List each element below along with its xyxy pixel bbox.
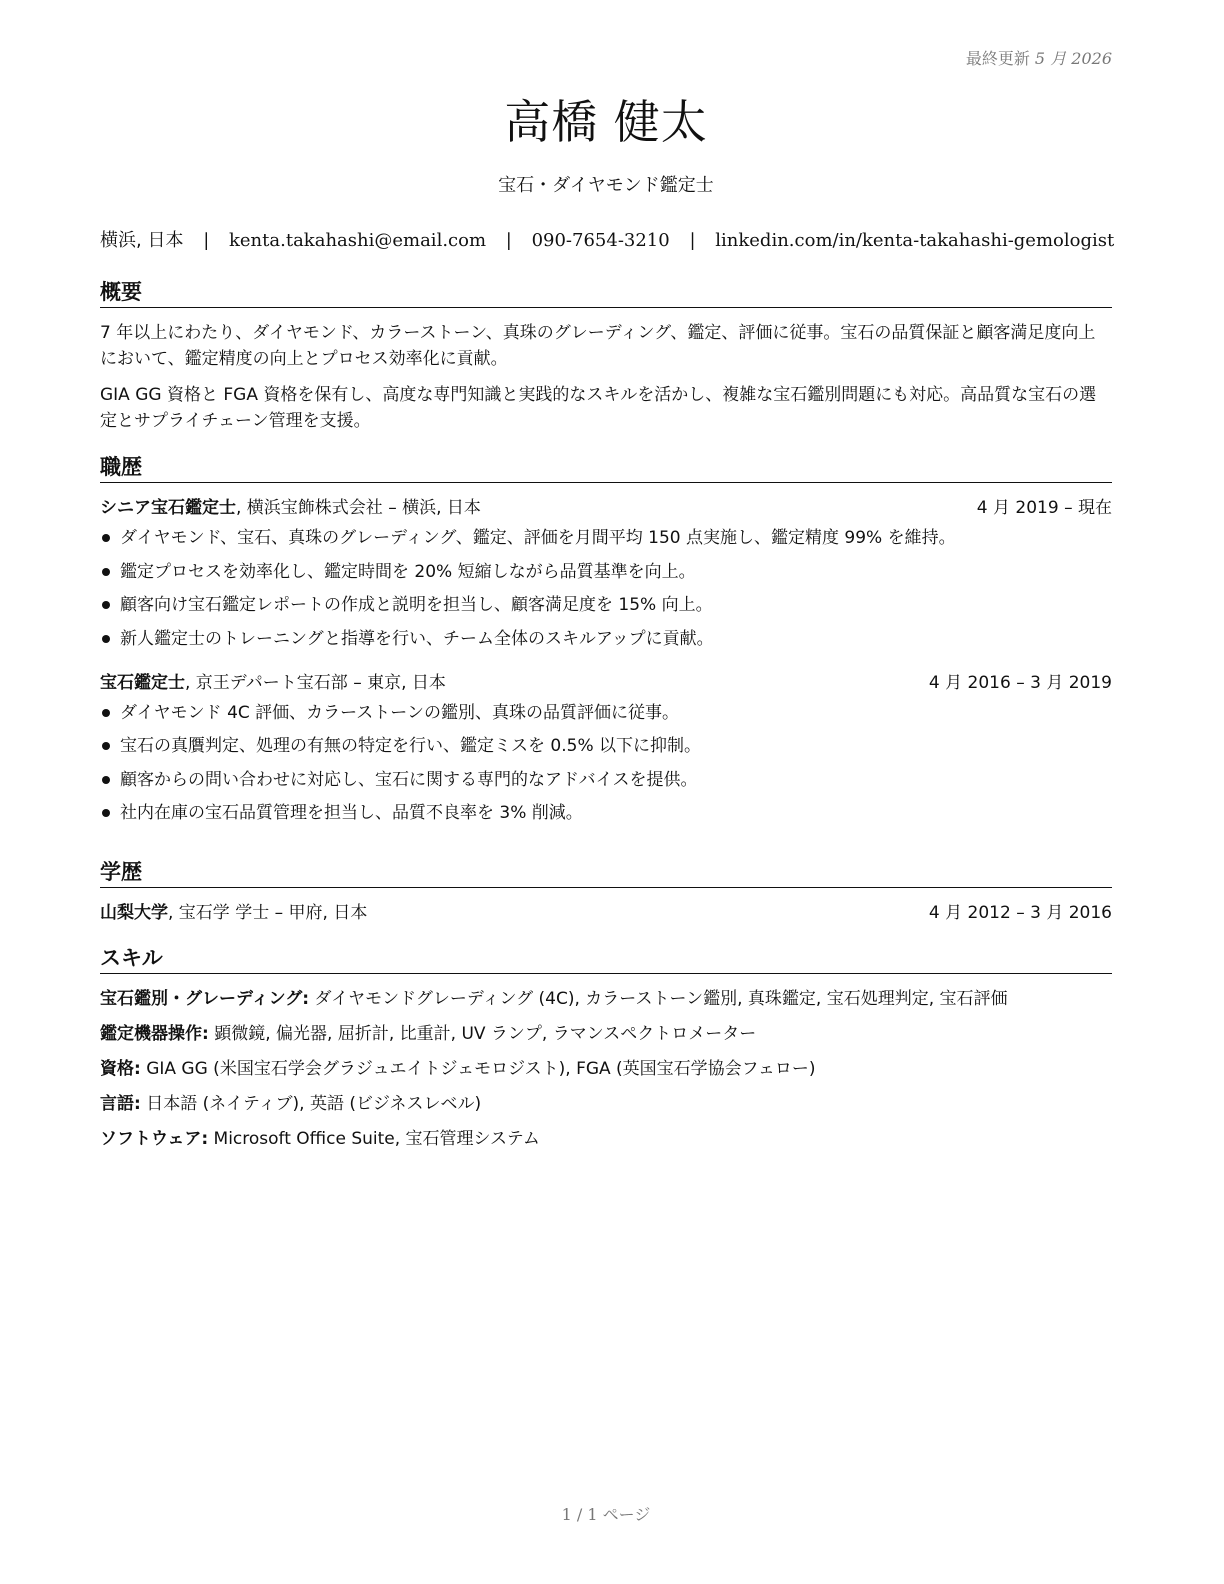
job-dates: 4 月 2016 – 3 月 2019 (928, 672, 1112, 693)
school-detail: , 宝石学 学士 – 甲府, 日本 (168, 903, 368, 923)
skill-value: GIA GG (米国宝石学会グラジュエイトジェモロジスト), FGA (英国宝石学協会フェロー) (140, 1059, 816, 1079)
summary-paragraph: GIA GG 資格と FGA 資格を保有し、高度な専門知識と実践的なスキルを活かし、複雑な宝石鑑別問題にも対応。高品質な宝石の選定とサプライチェーン管理を支援。 (100, 385, 1097, 431)
job-org: , 京王デパート宝石部 – 東京, 日本 (185, 672, 446, 693)
bullet-icon (102, 809, 110, 817)
experience-section (100, 454, 1112, 834)
contact-line (100, 226, 1115, 252)
contact-email[interactable]: kenta.takahashi@email.com (229, 230, 487, 251)
list-item: 顧客向け宝石鑑定レポートの作成と説明を担当し、顧客満足度を 15% 向上。 (100, 592, 1112, 618)
contact-location: 横浜, 日本 (100, 230, 184, 251)
last-updated-label: 最終更新 (965, 49, 1030, 68)
summary-section (100, 279, 1112, 434)
list-item: 顧客からの問い合わせに対応し、宝石に関する専門的なアドバイスを提供。 (100, 767, 1112, 793)
page-number: 1 / 1 ページ (561, 1505, 651, 1524)
job-org: , 横浜宝飾株式会社 – 横浜, 日本 (236, 498, 481, 518)
bullet-icon (102, 568, 110, 576)
skill-value: 顕微鏡, 偏光器, 屈折計, 比重計, UV ランプ, ラマンスペクトロメーター (208, 1024, 757, 1044)
skill-line (100, 1126, 1112, 1152)
candidate-title: 宝石・ダイヤモンド鑑定士 (498, 175, 714, 196)
contact-separator: | (689, 230, 696, 251)
contact-separator: | (203, 230, 210, 251)
skill-label: 宝石鑑別・グレーディング: (100, 989, 310, 1009)
school-name: 山梨大学 (100, 903, 168, 923)
education-entry (100, 900, 1112, 926)
contact-phone: 090-7654-3210 (531, 230, 670, 251)
last-updated-date: 5 月 2026 (1034, 49, 1112, 68)
list-item: 鑑定プロセスを効率化し、鑑定時間を 20% 短縮しながら品質基準を向上。 (100, 559, 1112, 585)
bullet-icon (102, 742, 110, 750)
education-heading: 学歴 (100, 859, 1112, 888)
skill-value: Microsoft Office Suite, 宝石管理システム (208, 1129, 540, 1149)
job-role: シニア宝石鑑定士 (100, 498, 236, 518)
experience-heading: 職歴 (100, 454, 1112, 483)
job-dates: 4 月 2019 – 現在 (976, 498, 1112, 518)
skill-line (100, 986, 1112, 1012)
skills-heading: スキル (100, 945, 1112, 974)
skill-label: 資格: (100, 1059, 141, 1079)
summary-paragraph: 7 年以上にわたり、ダイヤモンド、カラーストーン、真珠のグレーディング、鑑定、評価に従事。宝石の品質保証と顧客満足度向上において、鑑定精度の向上とプロセス効率化に貢献。 (100, 323, 1096, 369)
bullet-icon (102, 776, 110, 784)
bullet-icon (102, 534, 110, 542)
contact-linkedin[interactable]: linkedin.com/in/kenta-takahashi-gemologist (715, 230, 1115, 251)
job-header (100, 495, 1112, 521)
last-updated (966, 46, 1112, 69)
bullet-icon (102, 709, 110, 717)
job-entry (100, 670, 1112, 827)
summary-heading: 概要 (100, 279, 1112, 308)
resume-page (100, 0, 1115, 1584)
job-role: 宝石鑑定士 (100, 672, 185, 693)
education-section (100, 859, 1112, 926)
bullet-icon (102, 635, 110, 643)
contact-separator: | (505, 230, 512, 251)
job-header (100, 670, 1112, 696)
list-item: 社内在庫の宝石品質管理を担当し、品質不良率を 3% 削減。 (100, 800, 1112, 826)
list-item: 新人鑑定士のトレーニングと指導を行い、チーム全体のスキルアップに貢献。 (100, 626, 1112, 652)
job-bullets (100, 700, 1112, 827)
skill-line (100, 1021, 1112, 1047)
job-bullets (100, 525, 1112, 652)
candidate-name: 高橋 健太 (504, 95, 708, 149)
skills-section (100, 945, 1112, 1161)
education-dates: 4 月 2012 – 3 月 2016 (928, 903, 1112, 923)
list-item: ダイヤモンド 4C 評価、カラーストーンの鑑別、真珠の品質評価に従事。 (100, 700, 1112, 726)
job-entry (100, 495, 1112, 652)
bullet-icon (102, 601, 110, 609)
skill-value: 日本語 (ネイティブ), 英語 (ビジネスレベル) (140, 1094, 482, 1114)
skill-label: 鑑定機器操作: (100, 1024, 209, 1044)
list-item: ダイヤモンド、宝石、真珠のグレーディング、鑑定、評価を月間平均 150 点実施し、鑑定精度 99% を維持。 (100, 525, 1112, 551)
skill-label: 言語: (100, 1094, 141, 1114)
list-item: 宝石の真贋判定、処理の有無の特定を行い、鑑定ミスを 0.5% 以下に抑制。 (100, 733, 1112, 759)
skill-line (100, 1091, 1112, 1117)
skill-label: ソフトウェア: (100, 1129, 209, 1149)
skill-value: ダイヤモンドグレーディング (4C), カラーストーン鑑別, 真珠鑑定, 宝石処理判定, 宝石評価 (309, 989, 1008, 1009)
skill-line (100, 1056, 1112, 1082)
